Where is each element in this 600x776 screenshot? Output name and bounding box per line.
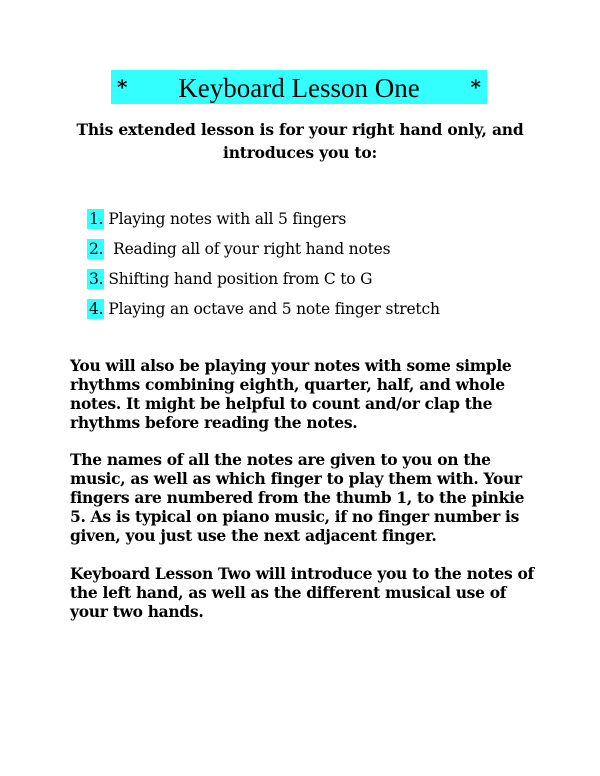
list-item-text: Reading all of your right hand notes	[108, 240, 391, 258]
lesson-title-banner	[111, 70, 487, 104]
star-left: *	[117, 75, 128, 99]
list-item-text: Playing notes with all 5 fingers	[108, 210, 347, 228]
list-item-text: Playing an octave and 5 note finger stretch	[108, 300, 440, 318]
next-lesson-paragraph: Keyboard Lesson Two will introduce you to the notes of the left hand, as well as the different musical use of your two hands.	[70, 564, 534, 621]
rhythm-paragraph: You will also be playing your notes with some simple rhythms combining eighth, quarter, half, and whole notes. It might be helpful to count and/or clap the rhythms before reading the notes.	[70, 356, 512, 432]
lesson-title: Keyboard Lesson One	[178, 72, 420, 103]
intro-text: This extended lesson is for your right hand only, and introduces you to:	[76, 120, 524, 162]
list-item	[87, 204, 507, 234]
list-item	[87, 294, 507, 324]
list-item	[87, 234, 507, 264]
list-item-text: Shifting hand position from C to G	[108, 270, 373, 288]
star-right: *	[470, 75, 481, 99]
list-number: 1.	[89, 210, 104, 228]
fingering-paragraph: The names of all the notes are given to you on the music, as well as which finger to play them with. Your fingers are numbered from the thumb 1, to the pinkie 5. As is typical on piano music, if no finger number is given, you just use the next adjacent finger.	[70, 450, 525, 545]
list-number: 4.	[89, 300, 104, 318]
list-number: 2.	[89, 240, 104, 258]
list-item	[87, 264, 507, 294]
list-number: 3.	[89, 270, 104, 288]
objectives-list	[87, 204, 507, 324]
